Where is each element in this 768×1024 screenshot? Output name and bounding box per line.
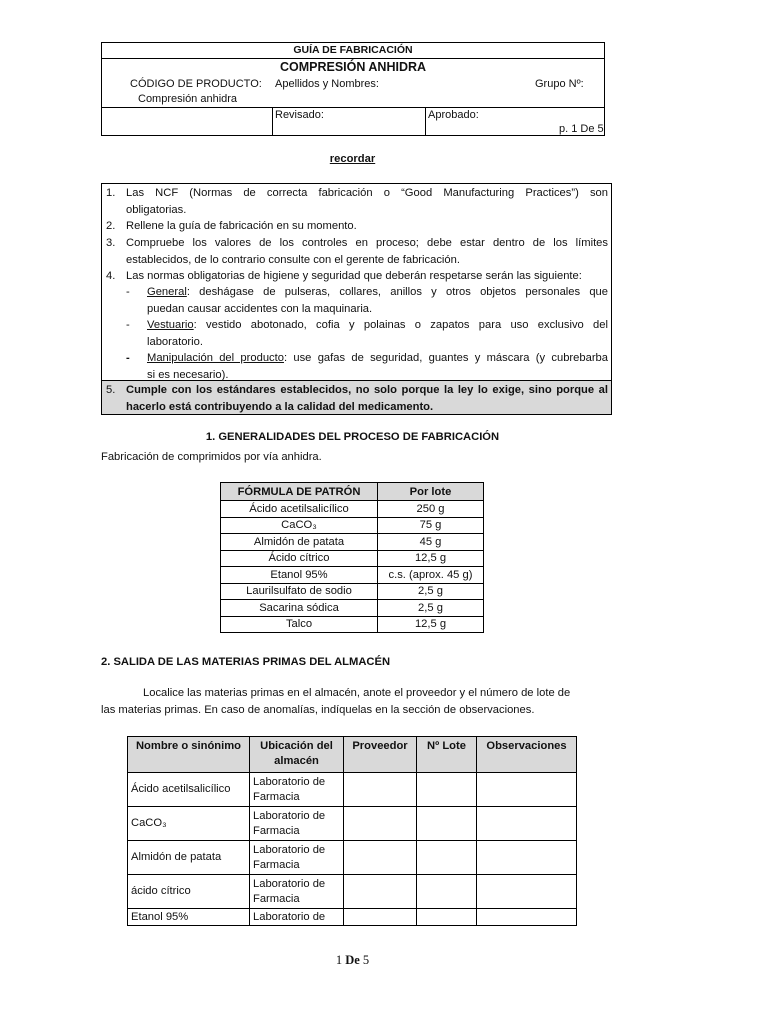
column-header: Nº Lote (417, 737, 477, 773)
subrule-line: : deshágase de pulseras, collares, anillos y otros objetos personales que (186, 286, 608, 298)
subrule-dash: - (126, 319, 130, 331)
subrule-general (102, 284, 610, 317)
ingredient-cell: Ácido acetilsalicílico (221, 501, 378, 518)
location-cell: Laboratorio de Farmacia (250, 841, 344, 875)
supplier-cell[interactable] (344, 773, 417, 807)
ingredient-cell: Almidón de patata (221, 534, 378, 551)
page-footer (0, 953, 705, 968)
subrule-manipulacion (102, 350, 610, 383)
rule-line: Compruebe los valores de los controles en proceso; debe estar dentro de los límites (126, 237, 608, 249)
location-cell: Laboratorio de Farmacia (250, 875, 344, 909)
material-name-cell: CaCO₃ (128, 807, 250, 841)
amount-cell: 12,5 g (378, 616, 484, 633)
column-header: Por lote (378, 483, 484, 501)
footer-page-number: 1 (335, 953, 343, 967)
lot-cell[interactable] (417, 773, 477, 807)
rule-line: Rellene la guía de fabricación en su momento. (126, 220, 357, 232)
subrule-line: : vestido abotonado, cofia y polainas o zapatos para uso exclusivo del (193, 319, 608, 331)
materials-table (127, 736, 577, 926)
table-row (128, 773, 577, 807)
page-label: p. 1 De 5 (559, 123, 604, 135)
column-header: Proveedor (344, 737, 417, 773)
table-row (221, 583, 484, 600)
material-name-cell: ácido cítrico (128, 875, 250, 909)
observations-cell[interactable] (477, 773, 577, 807)
product-code-label: CÓDIGO DE PRODUCTO: (130, 78, 262, 90)
material-name-cell: Almidón de patata (128, 841, 250, 875)
reviewed-label: Revisado: (275, 109, 324, 121)
rule-3 (102, 235, 610, 268)
column-header: Observaciones (477, 737, 577, 773)
table-row (128, 909, 577, 926)
amount-cell: 2,5 g (378, 600, 484, 617)
supplier-cell[interactable] (344, 875, 417, 909)
rule-line: Las normas obligatorias de higiene y seguridad que deberán respetarse serán las siguiente: (126, 270, 582, 282)
table-row (128, 875, 577, 909)
observations-cell[interactable] (477, 807, 577, 841)
location-cell: Laboratorio de Farmacia (250, 807, 344, 841)
table-row (128, 841, 577, 875)
group-field-label: Grupo Nº: (535, 78, 584, 90)
ingredient-cell: Ácido cítrico (221, 550, 378, 567)
column-header: Nombre o sinónimo (128, 737, 250, 773)
subrule-dash: - (126, 286, 130, 298)
header-divider (272, 107, 273, 136)
subrule-term: Vestuario (147, 319, 194, 331)
amount-cell: 12,5 g (378, 550, 484, 567)
rule-line: obligatorias. (126, 203, 187, 216)
table-row (221, 534, 484, 551)
section-2-heading: 2. SALIDA DE LAS MATERIAS PRIMAS DEL ALMACÉN (101, 656, 391, 668)
subrule-line: si es necesario). (147, 368, 229, 381)
header-signature-row (102, 107, 604, 136)
header-title: COMPRESIÓN ANHIDRA (279, 60, 427, 74)
ingredient-cell: Laurilsulfato de sodio (221, 583, 378, 600)
rule-line: hacerlo está contribuyendo a la calidad del medicamento. (126, 400, 434, 413)
material-name-cell: Ácido acetilsalicílico (128, 773, 250, 807)
document-header (101, 42, 605, 136)
table-row (221, 501, 484, 518)
names-field-label: Apellidos y Nombres: (275, 78, 379, 90)
header-title-row (102, 58, 604, 108)
rule-number: 1. (106, 187, 116, 199)
column-header: Ubicación del almacén (250, 737, 344, 773)
header-divider (425, 107, 426, 136)
amount-cell: 75 g (378, 517, 484, 534)
formula-table (220, 482, 484, 633)
ingredient-cell: Talco (221, 616, 378, 633)
section-1-heading: 1. GENERALIDADES DEL PROCESO DE FABRICACIÓN (205, 431, 500, 443)
section-1-text: Fabricación de comprimidos por vía anhidra. (101, 451, 322, 463)
table-row (221, 600, 484, 617)
amount-cell: c.s. (aprox. 45 g) (378, 567, 484, 584)
lot-cell[interactable] (417, 875, 477, 909)
supplier-cell[interactable] (344, 807, 417, 841)
amount-cell: 45 g (378, 534, 484, 551)
ingredient-cell: CaCO₃ (221, 517, 378, 534)
footer-separator: De (345, 953, 360, 967)
lot-cell[interactable] (417, 909, 477, 926)
observations-cell[interactable] (477, 875, 577, 909)
subrule-term: Manipulación del producto (147, 352, 284, 364)
subrule-dash: - (126, 352, 130, 364)
lot-cell[interactable] (417, 807, 477, 841)
header-top-label: GUÍA DE FABRICACIÓN (102, 43, 604, 59)
section-2-paragraph-line: Localice las materias primas en el almacén, anote el proveedor y el número de lote de (143, 687, 571, 699)
supplier-cell[interactable] (344, 909, 417, 926)
amount-cell: 2,5 g (378, 583, 484, 600)
location-cell: Laboratorio de Farmacia (250, 773, 344, 807)
ingredient-cell: Sacarina sódica (221, 600, 378, 617)
observations-cell[interactable] (477, 841, 577, 875)
remember-heading: recordar (329, 153, 376, 165)
column-header: FÓRMULA DE PATRÓN (221, 483, 378, 501)
approved-label: Aprobado: (428, 109, 479, 121)
table-header-row (128, 737, 577, 773)
material-name-cell: Etanol 95% (128, 909, 250, 926)
subrule-line: puedan causar accidentes con la maquinaria. (147, 302, 373, 315)
rule-line: establecidos, de lo contrario consulte con el gerente de fabricación. (126, 253, 460, 266)
table-row (221, 616, 484, 633)
rule-4 (102, 268, 610, 285)
location-cell: Laboratorio de (250, 909, 344, 926)
amount-cell: 250 g (378, 501, 484, 518)
table-row (128, 807, 577, 841)
observations-cell[interactable] (477, 909, 577, 926)
product-code-value: Compresión anhidra (138, 93, 238, 105)
rule-number: 2. (106, 220, 116, 232)
rule-2 (102, 218, 610, 235)
lot-cell[interactable] (417, 841, 477, 875)
table-row (221, 567, 484, 584)
rule-number: 5. (106, 384, 116, 396)
rule-1 (102, 185, 610, 218)
subrule-line: : use gafas de seguridad, guantes y máscara (y cubrebarba (283, 352, 608, 364)
table-row (221, 517, 484, 534)
table-row (221, 550, 484, 567)
subrule-term: General (147, 286, 187, 298)
rule-line: Las NCF (Normas de correcta fabricación o “Good Manufacturing Practices”) son (126, 187, 608, 199)
ingredient-cell: Etanol 95% (221, 567, 378, 584)
supplier-cell[interactable] (344, 841, 417, 875)
rule-line: Cumple con los estándares establecidos, no solo porque la ley lo exige, sino porque al (126, 384, 608, 396)
footer-total-pages: 5 (362, 953, 370, 967)
rule-number: 4. (106, 270, 116, 282)
subrule-vestuario (102, 317, 610, 350)
rule-number: 3. (106, 237, 116, 249)
rule-5 (102, 382, 610, 415)
rules-box (101, 183, 612, 415)
section-2-paragraph-line: las materias primas. En caso de anomalías, indíquelas en la sección de observaciones. (101, 704, 535, 716)
table-header-row (221, 483, 484, 501)
subrule-line: laboratorio. (147, 335, 203, 348)
